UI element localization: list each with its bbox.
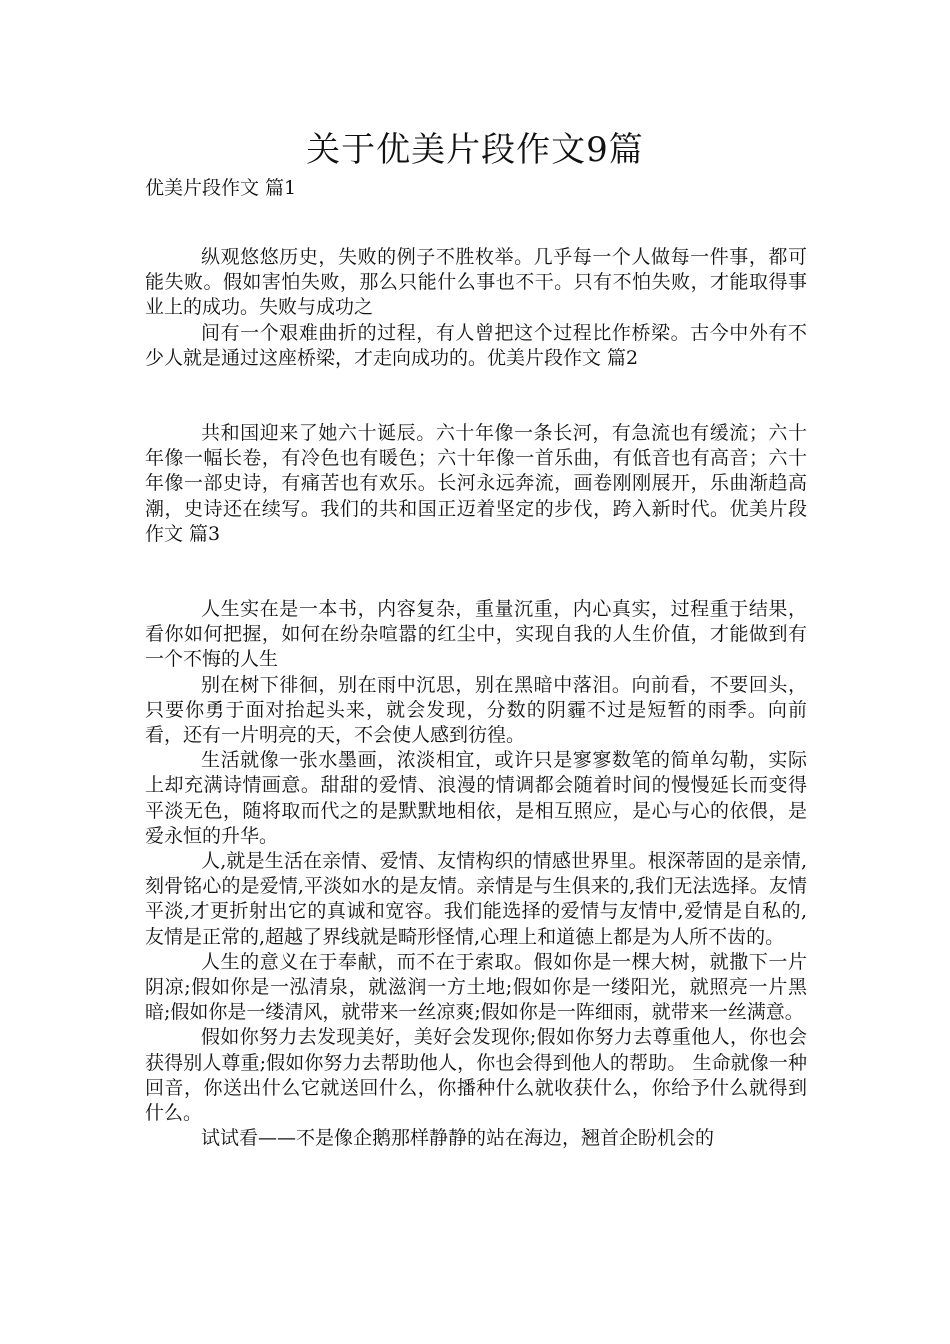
- document-body: [145, 245, 807, 1152]
- paragraph: 人生实在是一本书，内容复杂，重量沉重，内心真实，过程重于结果，看你如何把握，如何在纷杂喧嚣的红尘中，实现自我的人生价值，才能做到有一个不悔的人生: [145, 598, 807, 671]
- paragraph: 假如你努力去发现美好，美好会发现你;假如你努力去尊重他人，你也会获得别人尊重;假如你努力去帮助他人，你也会得到他人的帮助。 生命就像一种回音，你送出什么它就送回什么，你播种什么就收获什么，你给予什么就得到什么。: [145, 1026, 807, 1125]
- paragraph: 试试看——不是像企鹅那样静静的站在海边，翘首企盼机会的: [201, 1127, 715, 1150]
- paragraph: 纵观悠悠历史，失败的例子不胜枚举。几乎每一个人做每一件事，都可能失败。假如害怕失败，那么只能什么事也不干。只有不怕失败，才能取得事业上的成功。失败与成功之: [145, 246, 807, 319]
- section-gap: [145, 547, 807, 597]
- section-heading: 优美片段作文 篇1: [145, 177, 297, 199]
- paragraph: 共和国迎来了她六十诞辰。六十年像一条长河，有急流也有缓流；六十年像一幅长卷，有冷色也有暖色；六十年像一首乐曲，有低音也有高音；六十年像一部史诗，有痛苦也有欢乐。长河永远奔流，画卷刚刚展开，乐曲渐趋高潮，史诗还在续写。我们的共和国正迈着坚定的步伐，跨入新时代。优美片段作文 篇3: [145, 422, 807, 545]
- section-gap: [145, 371, 807, 421]
- paragraph: 别在树下徘徊，别在雨中沉思，别在黑暗中落泪。向前看，不要回头，只要你勇于面对抬起头来，就会发现，分数的阴霾不过是短暂的雨季。向前看，还有一片明亮的天，不会使人感到彷徨。: [145, 673, 807, 747]
- paragraph: 间有一个艰难曲折的过程，有人曾把这个过程比作桥梁。古今中外有不少人就是通过这座桥梁，才走向成功的。优美片段作文 篇2: [145, 321, 807, 369]
- paragraph: 生活就像一张水墨画，浓淡相宜，或许只是寥寥数笔的简单勾勒，实际上却充满诗情画意。甜甜的爱情、浪漫的情调都会随着时间的慢慢延长而变得平淡无色，随将取而代之的是默默地相依，是相互照应，是心与心的依偎，是爱永恒的升华。: [145, 749, 807, 847]
- paragraph: 人生的意义在于奉献，而不在于索取。假如你是一棵大树，就撒下一片阴凉;假如你是一泓清泉，就滋润一方土地;假如你是一缕阳光，就照亮一片黑暗;假如你是一缕清风，就带来一丝凉爽;假如你是一阵细雨，就带来一丝满意。: [145, 950, 807, 1024]
- document-title: 关于优美片段作文9篇: [306, 130, 644, 170]
- paragraph: 人,就是生活在亲情、爱情、友情构织的情感世界里。根深蒂固的是亲情,刻骨铭心的是爱情,平淡如水的是友情。亲情是与生俱来的,我们无法选择。友情平淡,才更折射出它的真诚和宽容。我们能选择的爱情与友情中,爱情是自私的,友情是正常的,超越了界线就是畸形怪情,心理上和道德上都是为人所不齿的。: [145, 850, 807, 948]
